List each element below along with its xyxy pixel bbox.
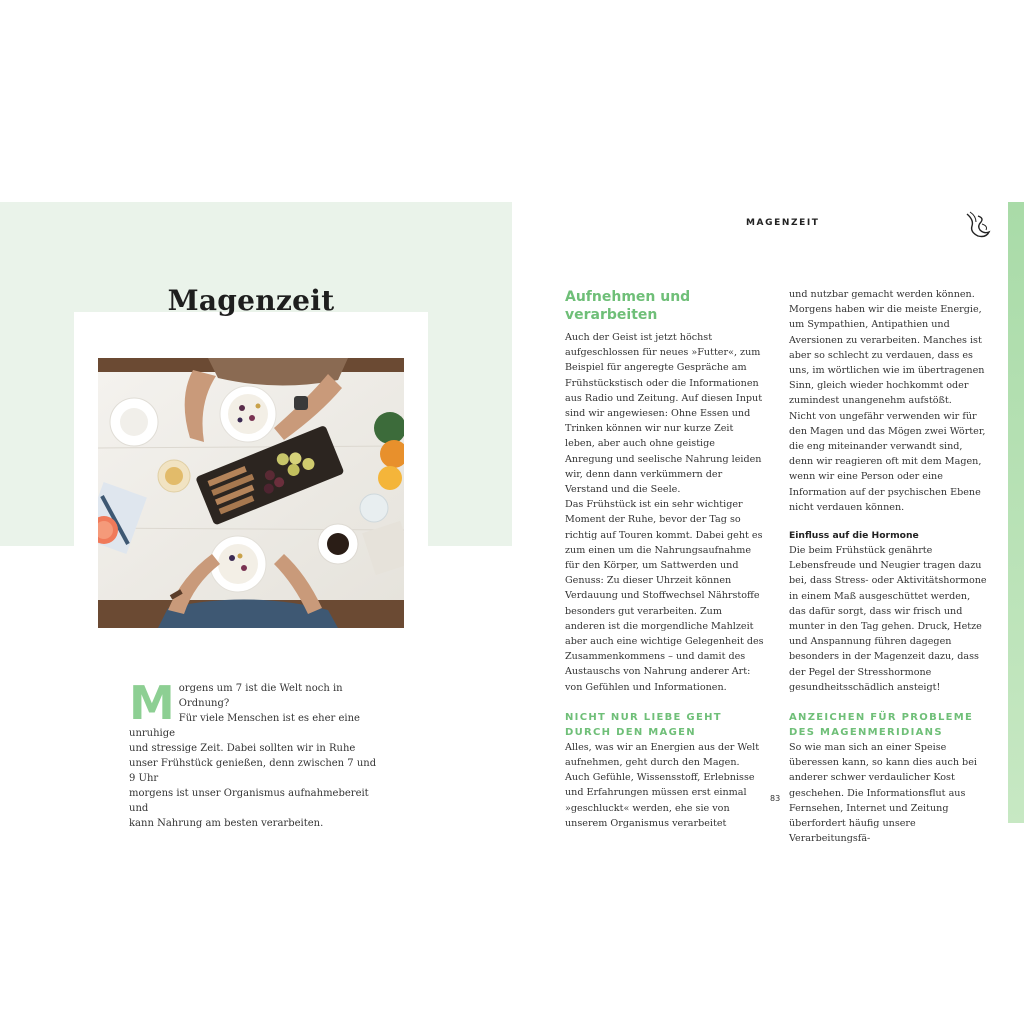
intro-line: orgens um 7 ist die Welt noch in Ordnung? (178, 683, 343, 709)
page-number: 83 (770, 794, 781, 803)
intro-line: kann Nahrung am besten verarbeiten. (129, 818, 324, 829)
body-paragraph: Alles, was wir an Energien aus der Welt aufnehmen, geht durch den Magen. Auch Gefühle, Wissensstoff, Erlebnisse und Erfahrungen müssen erst einmal »geschluckt« werden, ehe sie von unserem Organismus verarbeitet (565, 741, 760, 829)
body-paragraph: Nicht von ungefähr verwenden wir für den Magen und das Mögen zwei Wörter, die eng miteinander verwandt sind, denn wir reagieren oft mit dem Magen, wenn wir eine Person oder eine Information auf der psychischen Ebene nicht verdauen können. (789, 410, 986, 513)
intro-line: unser Frühstück genießen, denn zwischen 7 und 9 Uhr (129, 758, 377, 784)
subsection-heading: Einfluss auf die Hormone (789, 530, 919, 542)
intro-paragraph (129, 676, 379, 831)
body-paragraph: So wie man sich an einer Speise überessen kann, so kann dies auch bei anderer schwer verdaulicher Kost geschehen. Die Informationsflut aus Fernsehen, Internet und Zeitung überfordert häufig unsere Verarbeitungsfä- (789, 742, 977, 845)
text-column-2 (789, 287, 989, 847)
intro-line: morgens ist unser Organismus aufnahmebereit und (129, 788, 369, 814)
chapter-title: Magenzeit (167, 284, 335, 317)
body-paragraph: Die beim Frühstück genährte Lebensfreude und Neugier tragen dazu bei, dass Stress- oder Aktivitätshormone in einem Maß ausgeschüttet werden, das dafür sorgt, dass wir frisch und munter in den Tag gehen. Druck, Hetze und Anspannung führen dagegen besonders in der Magenzeit dazu, dass der Pegel der Stresshormone gesundheitsschädlich ansteigt! (789, 545, 987, 693)
subsection-heading: NICHT NUR LIEBE GEHT DURCH DEN MAGEN (565, 711, 722, 738)
subsection-heading: ANZEICHEN FÜR PROBLEME DES MAGENMERIDIANS (789, 712, 974, 739)
side-color-bar (1008, 202, 1024, 823)
stomach-meridian-logo-icon (964, 210, 992, 240)
breakfast-photo (98, 358, 404, 628)
drop-cap: M (129, 676, 175, 730)
body-paragraph: Das Frühstück ist ein sehr wichtiger Moment der Ruhe, bevor der Tag so richtig auf Touren kommt. Dabei geht es zum einen um die Nahrungsaufnahme für den Körper, um Sattwerden und Genuss: Zu dieser Uhrzeit können Verdauung und Stoffwechsel Nährstoffe besonders gut verarbeiten. Zum anderen ist die morgendliche Mahlzeit aber auch eine wichtige Gelegenheit des Zusammenkommens – und damit des Austauschs von Nahrung anderer Art: von Gefühlen und Informationen. (565, 499, 764, 693)
intro-line: Für viele Menschen ist es eher eine unruhige (129, 713, 360, 739)
body-paragraph: Auch der Geist ist jetzt höchst aufgeschlossen für neues »Futter«, zum Beispiel für angeregte Gespräche am Frühstückstisch oder die Informationen aus Radio und Zeitung. Auf diesen Input sind wir angewiesen: Ohne Essen und Trinken können wir nur kurze Zeit leben, aber auch ohne geistige Anregung und seelische Nahrung leiden wir, denn dann verkümmern der Verstand und die Seele. (565, 332, 763, 496)
running-header: MAGENZEIT (746, 218, 820, 228)
section-heading: Aufnehmen und verarbeiten (565, 289, 691, 323)
text-column-1 (565, 288, 765, 831)
body-paragraph: und nutzbar gemacht werden können. Morgens haben wir die meiste Energie, um Sympathien, Antipathien und Aversionen zu verarbeiten. Manches ist aber so schlecht zu verdauen, dass es uns, im wörtlichen wie im übertragenen Sinn, gleich wieder hochkommt oder zumindest unangenehm aufstößt. (789, 289, 985, 407)
intro-line: und stressige Zeit. Dabei sollten wir in Ruhe (129, 743, 356, 754)
